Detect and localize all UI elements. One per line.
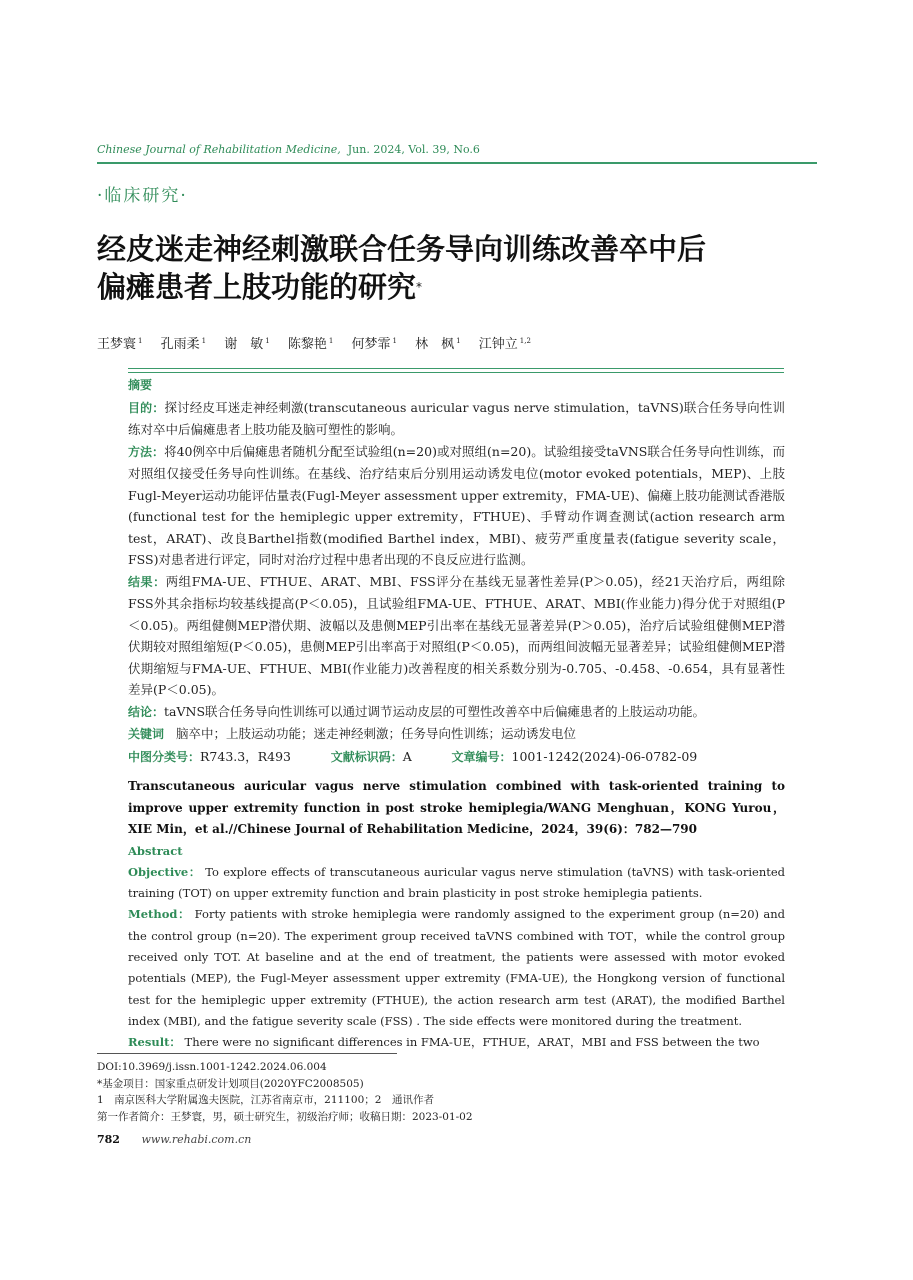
conclusion-text: taVNS联合任务导向性训练可以通过调节运动皮层的可塑性改善卒中后偏瘫患者的上肢运动功能。 bbox=[164, 703, 706, 719]
author-name: 孔雨柔 bbox=[160, 337, 200, 352]
author-name: 陈黎艳 bbox=[287, 337, 327, 352]
author-affiliation: 1 bbox=[392, 336, 397, 345]
clc-label: 中图分类号： bbox=[128, 749, 201, 764]
abstract-divider-bottom bbox=[128, 372, 784, 373]
author-name: 江钟立 bbox=[478, 337, 518, 352]
article-number-value: 1001-1242(2024)-06-0782-09 bbox=[511, 748, 698, 764]
objective-text: 探讨经皮耳迷走神经刺激(transcutaneous auricular vagus nerve stimulation，taVNS)联合任务导向性训练对卒中后偏瘫患者上肢功能及脑可塑性的影响。 bbox=[128, 399, 785, 437]
footnote-divider bbox=[97, 1053, 397, 1054]
english-objective-label: Objective： bbox=[128, 864, 201, 879]
english-result-label: Result： bbox=[128, 1035, 181, 1050]
author-affiliation: 1,2 bbox=[519, 336, 531, 345]
english-method-text: Forty patients with stroke hemiplegia were randomly assigned to the experiment group (n=20) and the control group (n=20). The experiment group received taVNS combined with TOT，while the control group received only TOT. At baseline and at the end of treatment, the patients were assessed with motor evoked potentials (MEP), the Fugl-Meyer assessment upper extremity (FMA-UE), the Hongkong version of functional test for the hemiplegic upper extremity (FTHUE), the action research arm test (ARAT), the modified Barthel index (MBI), and the fatigue severity scale (FSS) . The side effects were monitored during the treatment. bbox=[128, 907, 786, 1028]
article-title bbox=[97, 230, 797, 306]
author-affiliation: 1 bbox=[328, 336, 334, 345]
result-label: 结果： bbox=[128, 574, 166, 589]
english-objective bbox=[128, 862, 785, 905]
journal-issue: Jun. 2024, Vol. 39, No.6 bbox=[347, 143, 480, 156]
english-result bbox=[128, 1032, 785, 1053]
title-line-2: 偏瘫患者上肢功能的研究 bbox=[97, 270, 417, 304]
author-name: 谢 敏 bbox=[224, 337, 264, 352]
funding-note: *基金项目：国家重点研发计划项目(2020YFC2008505) bbox=[97, 1077, 364, 1090]
english-citation-title: Transcutaneous auricular vagus nerve stimulation combined with task-oriented training to improve upper extremity function in post stroke hemiplegia/WANG Menghuan，KONG Yurou，XIE Min，et al.//Chinese Journal of Rehabilitation Medicine，2024，39(6)：782—790 bbox=[128, 779, 785, 836]
doi-note: DOI:10.3969/j.issn.1001-1242.2024.06.004 bbox=[97, 1061, 327, 1073]
first-author-note: 第一作者简介：王梦寰，男，硕士研究生，初级治疗师；收稿日期：2023-01-02 bbox=[97, 1110, 473, 1123]
affiliation-note: 1 南京医科大学附属逸夫医院，江苏省南京市，211100；2 通讯作者 bbox=[97, 1094, 434, 1106]
website-link[interactable]: www.rehabi.com.cn bbox=[141, 1133, 252, 1146]
title-footnote-mark: * bbox=[416, 280, 423, 294]
page-number: 782 bbox=[97, 1133, 120, 1146]
method-label: 方法： bbox=[128, 444, 165, 459]
journal-header bbox=[97, 143, 480, 156]
author-affiliation: 1 bbox=[456, 336, 461, 345]
abstract-method bbox=[128, 441, 785, 571]
page-footer bbox=[97, 1133, 251, 1146]
english-method bbox=[128, 904, 785, 1032]
header-divider bbox=[97, 162, 817, 164]
conclusion-label: 结论： bbox=[128, 704, 165, 719]
author-name: 何梦霏 bbox=[351, 337, 391, 352]
abstract-heading: 摘要 bbox=[128, 378, 153, 392]
english-result-text: There were no significant differences in FMA-UE，FTHUE，ARAT，MBI and FSS between the two bbox=[184, 1035, 760, 1050]
chinese-abstract bbox=[128, 374, 785, 768]
article-number-label: 文章编号： bbox=[451, 749, 512, 764]
keywords-text: 脑卒中；上肢运动功能；迷走神经刺激；任务导向性训练；运动诱发电位 bbox=[175, 726, 576, 741]
method-text: 将40例卒中后偏瘫患者随机分配至试验组(n=20)或对照组(n=20)。试验组接受taVNS联合任务导向性训练，而对照组仅接受任务导向性训练。在基线、治疗结束后分别用运动诱发电位(motor evoked potentials，MEP)、上肢Fugl-Meyer运动功能评估量表(Fugl-Meyer assessment upper extremity，FMA-UE)、偏瘫上肢功能测试香港版(functional test for the hemiplegic upper extremity，FTHUE)、手臂动作调查测试(action research arm test，ARAT)、改良Barthel指数(modified Barthel index，MBI)、疲劳严重度量表(fatigue severity scale，FSS)对患者进行评定，同时对治疗过程中患者出现的不良反应进行监测。 bbox=[128, 443, 785, 567]
journal-name: Chinese Journal of Rehabilitation Medicine, bbox=[97, 143, 341, 156]
author-name: 林 枫 bbox=[415, 337, 455, 352]
author-affiliation: 1 bbox=[201, 336, 207, 345]
abstract-conclusion bbox=[128, 701, 785, 724]
author-name: 王梦寰 bbox=[97, 337, 137, 352]
english-abstract-heading: Abstract bbox=[128, 843, 183, 858]
clc-value: R743.3，R493 bbox=[200, 748, 291, 764]
english-objective-text: To explore effects of transcutaneous auricular vagus nerve stimulation (taVNS) with task-oriented training (TOT) on upper extremity function and brain plasticity in post stroke hemiplegia patients. bbox=[128, 864, 786, 901]
english-abstract bbox=[128, 776, 785, 1053]
abstract-divider-top bbox=[128, 368, 784, 369]
doc-code-value: A bbox=[402, 748, 412, 764]
author-affiliation: 1 bbox=[265, 336, 270, 345]
title-line-1: 经皮迷走神经刺激联合任务导向训练改善卒中后 bbox=[97, 232, 707, 266]
objective-label: 目的： bbox=[128, 400, 165, 415]
classification-line bbox=[128, 746, 785, 769]
footnotes bbox=[97, 1059, 473, 1125]
abstract-result bbox=[128, 571, 785, 701]
author-affiliation: 1 bbox=[138, 336, 143, 345]
english-method-label: Method： bbox=[128, 907, 191, 922]
author-list bbox=[97, 333, 545, 352]
doc-code-label: 文献标识码： bbox=[330, 749, 403, 764]
abstract-objective bbox=[128, 397, 785, 441]
section-label: ·临床研究· bbox=[97, 186, 188, 206]
result-text: 两组FMA-UE、FTHUE、ARAT、MBI、FSS评分在基线无显著性差异(P＞0.05)，经21天治疗后，两组除FSS外其余指标均较基线提高(P＜0.05)，且试验组FMA-UE、FTHUE、ARAT、MBI(作业能力)得分优于对照组(P＜0.05)。两组健侧MEP潜伏期、波幅以及患侧MEP引出率在基线无显著差异(P＞0.05)，治疗后试验组健侧MEP潜伏期较对照组缩短(P＜0.05)，患侧MEP引出率高于对照组(P＜0.05)，而两组间波幅无显著差异；试验组健侧MEP潜伏期缩短与FMA-UE、FTHUE、MBI(作业能力)改善程度的相关系数分别为-0.705、-0.458、-0.654，具有显著性差异(P＜0.05)。 bbox=[128, 573, 785, 697]
abstract-keywords bbox=[128, 723, 785, 746]
keywords-label: 关键词 bbox=[128, 727, 165, 741]
